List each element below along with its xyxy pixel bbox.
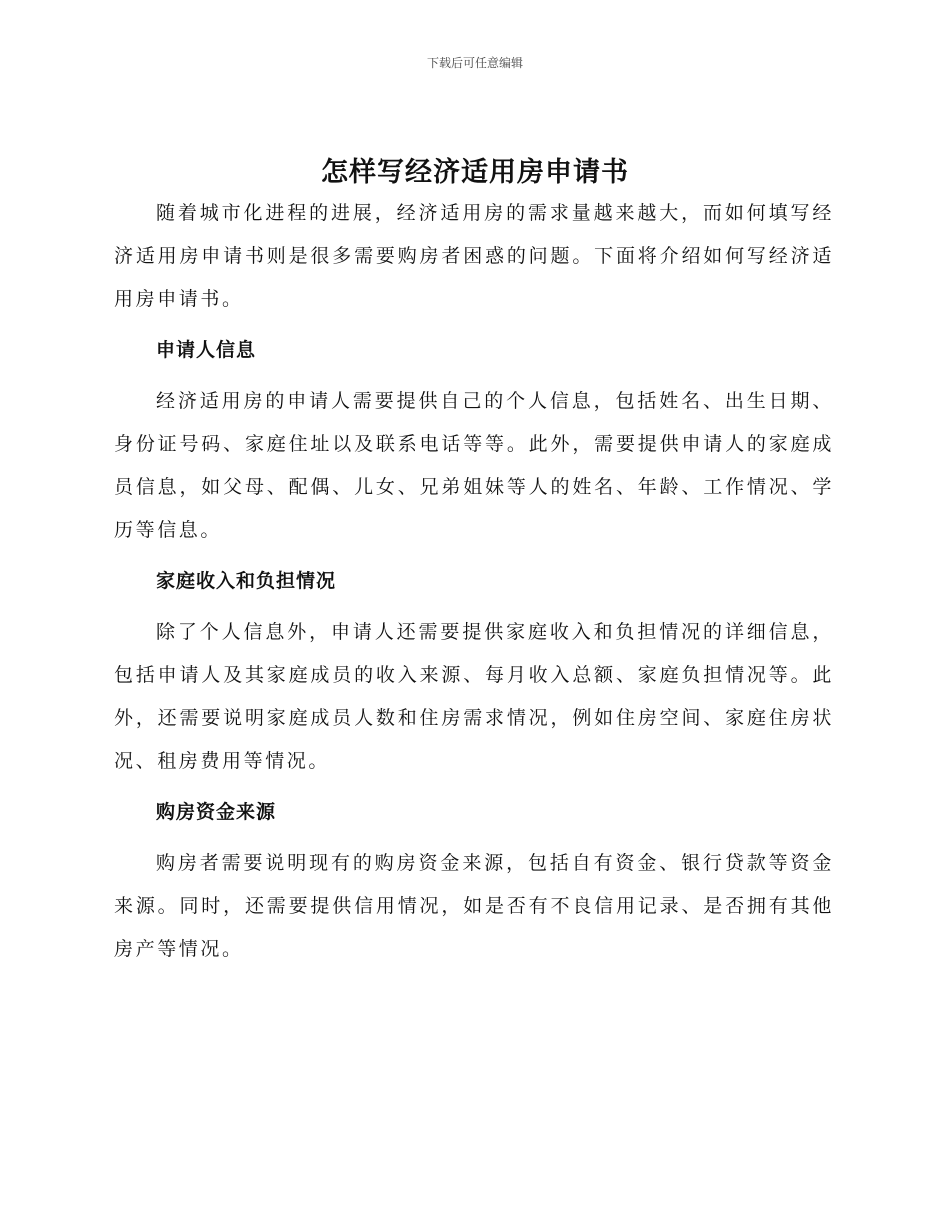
intro-paragraph: 随着城市化进程的进展，经济适用房的需求量越来越大，而如何填写经济适用房申请书则是很多需要购房者困惑的问题。下面将介绍如何写经济适用房申请书。 bbox=[114, 202, 834, 310]
section-funding-source bbox=[114, 791, 834, 971]
section-applicant-info bbox=[114, 329, 834, 552]
header-note: 下载后可任意编辑 bbox=[426, 56, 523, 70]
section-paragraph: 除了个人信息外，申请人还需要提供家庭收入和负担情况的详细信息，包括申请人及其家庭成员的收入来源、每月收入总额、家庭负担情况等。此外，还需要说明家庭成员人数和住房需求情况，例如住房空间、家庭住房状况、租房费用等情况。 bbox=[114, 621, 834, 772]
section-heading: 购房资金来源 bbox=[156, 801, 277, 823]
section-heading: 家庭收入和负担情况 bbox=[156, 570, 337, 592]
section-heading: 申请人信息 bbox=[156, 339, 257, 361]
section-income-burden bbox=[114, 560, 834, 783]
section-paragraph: 购房者需要说明现有的购房资金来源，包括自有资金、银行贷款等资金来源。同时，还需要提供信用情况，如是否有不良信用记录、是否拥有其他房产等情况。 bbox=[114, 852, 834, 960]
document-body bbox=[114, 192, 834, 971]
document-title: 怎样写经济适用房申请书 bbox=[321, 157, 629, 188]
section-paragraph: 经济适用房的申请人需要提供自己的个人信息，包括姓名、出生日期、身份证号码、家庭住址以及联系电话等等。此外，需要提供申请人的家庭成员信息，如父母、配偶、儿女、兄弟姐妹等人的姓名、年龄、工作情况、学历等信息。 bbox=[114, 390, 834, 541]
